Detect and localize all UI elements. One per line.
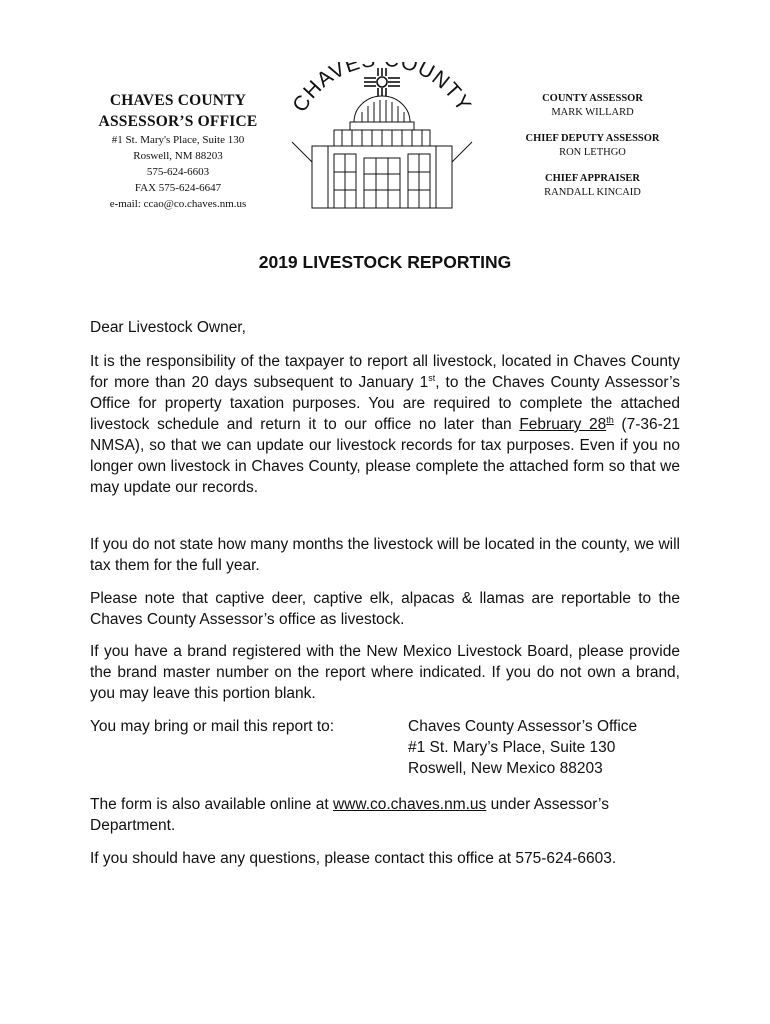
- p1-sup-st: st: [428, 373, 436, 383]
- p1-sup-th: th: [606, 415, 614, 425]
- mail-address: [408, 716, 637, 779]
- p1-text-c: (7-36-21 NMSA), so that we can update our livestock records for tax purposes. Even if you no longer own livestock in Chaves County, please complete the attached form so that we may update our records.: [90, 416, 680, 496]
- officer-name-appraiser: RANDALL KINCAID: [544, 187, 641, 198]
- p5-text-b: under Assessor’s Department.: [90, 796, 609, 834]
- salutation: Dear Livestock Owner,: [90, 319, 246, 336]
- seal-arc-text: CHAVE OUNTY: [288, 62, 476, 117]
- paragraph-brand: If you have a brand registered with the New Mexico Livestock Board, please provide the brand master number on the report where indicated. If you do not own a brand, you may leave this portion blank.: [90, 643, 680, 702]
- officer-role-assessor: COUNTY ASSESSOR: [542, 93, 643, 104]
- officer-role-deputy: CHIEF DEPUTY ASSESSOR: [525, 133, 660, 144]
- office-address-line2: Roswell, NM 88203: [133, 150, 223, 162]
- mail-label: You may bring or mail this report to:: [90, 718, 335, 735]
- zia-sun-icon: [364, 68, 400, 96]
- paragraph-online: [90, 794, 680, 836]
- p1-text-a: It is the responsibility of the taxpayer to report all livestock, located in Chaves County for more than 20 days subsequent to January 1: [90, 353, 680, 391]
- mail-address-line2: #1 St. Mary’s Place, Suite 130: [408, 739, 616, 756]
- county-seal: [272, 62, 492, 217]
- document-title: 2019 LIVESTOCK REPORTING: [258, 252, 512, 272]
- office-header: [88, 90, 268, 212]
- mail-address-line1: Chaves County Assessor’s Office: [408, 718, 638, 735]
- officer-name-assessor: MARK WILLARD: [551, 107, 634, 118]
- paragraph-months: If you do not state how many months the livestock will be located in the county, we will tax them for the full year.: [90, 536, 680, 574]
- deadline-date: February 28: [519, 416, 607, 433]
- office-phone: 575-624-6603: [146, 166, 210, 178]
- website-link[interactable]: www.co.chaves.nm.us: [332, 796, 487, 813]
- paragraph-responsibility: [90, 351, 680, 498]
- office-email: e-mail: ccao@co.chaves.nm.us: [109, 198, 247, 210]
- paragraph-captive-animals: Please note that captive deer, captive elk, alpacas & llamas are reportable to the Chaves County Assessor’s office as livestock.: [90, 590, 680, 628]
- p1-text-b: , to the Chaves County Assessor’s Office for property taxation purposes. You are required to complete the attached livestock schedule and return it to our office no later than: [90, 374, 680, 433]
- office-name-line1: CHAVES COUNTY: [109, 92, 247, 109]
- office-address-line1: #1 St. Mary's Place, Suite 130: [111, 134, 245, 146]
- paragraph-contact: If you should have any questions, please contact this office at 575-624-6603.: [90, 850, 617, 867]
- officer-name-deputy: RON LETHGO: [559, 147, 626, 158]
- office-name-line2: ASSESSOR’S OFFICE: [98, 113, 258, 130]
- mail-address-line3: Roswell, New Mexico 88203: [408, 760, 603, 777]
- p5-text-a: The form is also available online at: [90, 796, 333, 813]
- courthouse-icon: [292, 96, 472, 208]
- officer-role-appraiser: CHIEF APPRAISER: [545, 173, 640, 184]
- office-fax: FAX 575-624-6647: [134, 182, 222, 194]
- officers-block: [505, 92, 680, 200]
